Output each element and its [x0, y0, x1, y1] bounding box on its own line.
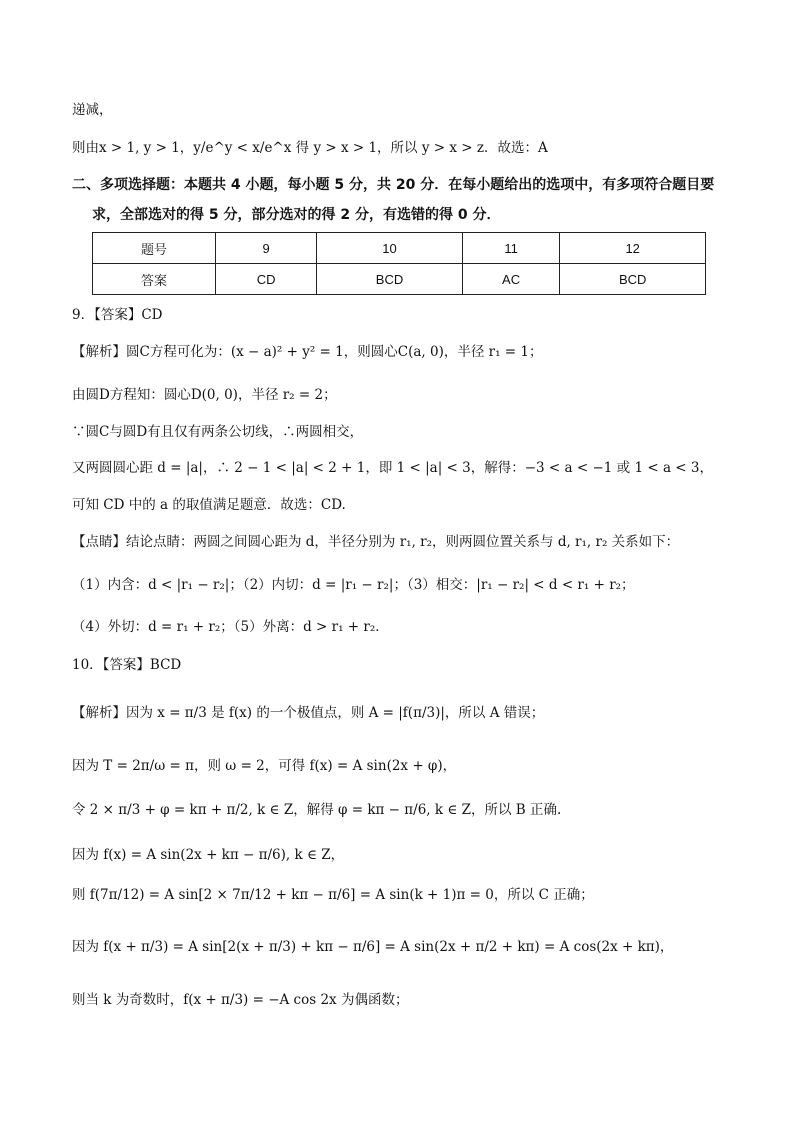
- table-cell: 11: [462, 233, 560, 264]
- text-line: 因为 T = 2π/ω = π，则 ω = 2，可得 f(x) = A sin(2x + φ)，: [72, 758, 457, 774]
- section-heading-cont: 求，全部选对的得 5 分，部分选对的得 2 分，有选错的得 0 分．: [92, 207, 501, 223]
- text-line: 【解析】圆C方程可化为：(x − a)² + y² = 1，则圆心C(a, 0)，半径 r₁ = 1；: [72, 344, 543, 360]
- answer-line: 10．【答案】BCD: [72, 657, 182, 673]
- table-cell: 9: [216, 233, 317, 264]
- section-heading: 二、多项选择题：本题共 4 小题，每小题 5 分，共 20 分．在每小题给出的选项中，有多项符合题目要: [72, 177, 715, 193]
- table-cell: CD: [216, 264, 317, 295]
- table-cell: 10: [317, 233, 463, 264]
- table-cell: 12: [560, 233, 706, 264]
- text-line: 令 2 × π/3 + φ = kπ + π/2, k ∈ Z，解得 φ = kπ − π/6, k ∈ Z，所以 B 正确.: [72, 802, 562, 818]
- table-row: [93, 233, 706, 264]
- answer-table: [92, 232, 706, 295]
- table-row: [93, 264, 706, 295]
- text-line: 因为 f(x + π/3) = A sin[2(x + π/3) + kπ − π/6] = A sin(2x + π/2 + kπ) = A cos(2x + kπ)，: [72, 939, 674, 955]
- text-line: 由圆D方程知：圆心D(0, 0)，半径 r₂ = 2；: [72, 387, 337, 403]
- text-line: 递减，: [72, 102, 113, 118]
- text-line: 又两圆圆心距 d = |a|，∴ 2 − 1 < |a| < 2 + 1，即 1 < |a| < 3，解得：−3 < a < −1 或 1 < a < 3，: [72, 460, 713, 476]
- text-line: 则由x > 1, y > 1，y/e^y < x/e^x 得 y > x > 1，所以 y > x > z．故选：A: [72, 140, 548, 156]
- text-line: 则当 k 为奇数时，f(x + π/3) = −A cos 2x 为偶函数；: [72, 992, 409, 1008]
- answer-line: 9．【答案】CD: [72, 307, 163, 323]
- text-line: 则 f(7π/12) = A sin[2 × 7π/12 + kπ − π/6] = A sin(k + 1)π = 0，所以 C 正确；: [72, 887, 594, 903]
- text-line: 【点睛】结论点睛：两圆之间圆心距为 d，半径分别为 r₁, r₂，则两圆位置关系与 d, r₁, r₂ 关系如下：: [72, 534, 680, 550]
- text-line: （4）外切：d = r₁ + r₂；（5）外离：d > r₁ + r₂．: [72, 619, 389, 635]
- table-cell: 题号: [93, 233, 216, 264]
- text-line: ∵圆C与圆D有且仅有两条公切线，∴两圆相交，: [72, 424, 364, 440]
- table-cell: AC: [462, 264, 560, 295]
- table-cell: BCD: [317, 264, 463, 295]
- text-line: 因为 f(x) = A sin(2x + kπ − π/6), k ∈ Z，: [72, 847, 345, 863]
- text-line: 可知 CD 中的 a 的取值满足题意．故选：CD.: [72, 497, 346, 513]
- table-cell: BCD: [560, 264, 706, 295]
- text-line: （1）内含：d < |r₁ − r₂|；（2）内切：d = |r₁ − r₂|；（3）相交：|r₁ − r₂| < d < r₁ + r₂；: [72, 577, 635, 593]
- text-line: 【解析】因为 x = π/3 是 f(x) 的一个极值点，则 A = |f(π/3)|，所以 A 错误；: [72, 705, 545, 721]
- table-cell: 答案: [93, 264, 216, 295]
